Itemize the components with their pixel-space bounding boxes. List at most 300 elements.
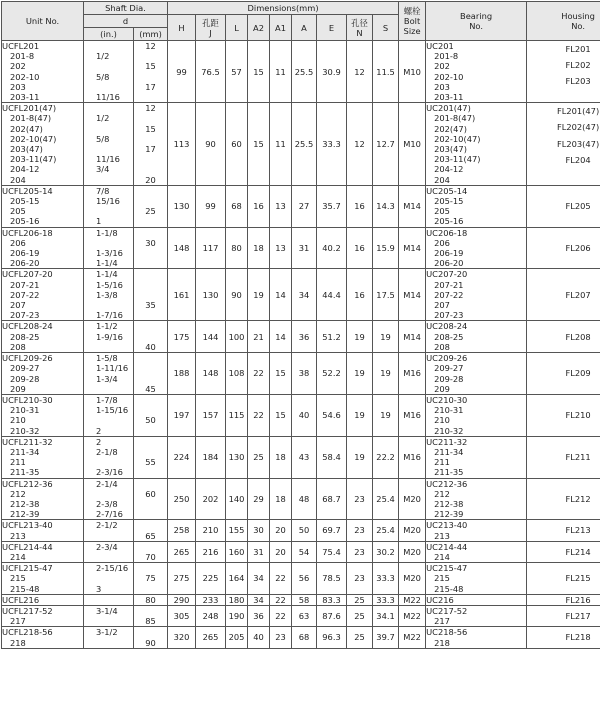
unit-no-cell xyxy=(2,605,84,626)
shaft-mm-cell xyxy=(134,227,168,269)
shaft-in-header: (in.) xyxy=(84,28,134,41)
a2-cell: 15 xyxy=(248,41,270,103)
s-cell: 19 xyxy=(373,321,399,353)
a1-cell: 18 xyxy=(270,478,292,520)
unit-no-cell-line: 214 xyxy=(2,552,83,562)
bearing-no-cell-line: 210 xyxy=(426,415,526,425)
housing-no-cell-line: FL202(47) xyxy=(527,119,600,135)
shaft-mm-cell-line xyxy=(134,332,167,342)
shaft-inch-cell xyxy=(84,185,134,227)
shaft-mm-cell-line: 40 xyxy=(134,342,167,352)
table-row xyxy=(2,520,600,541)
bearing-no-cell xyxy=(426,605,527,626)
s-cell: 34.1 xyxy=(373,605,399,626)
n-cell: 25 xyxy=(347,594,373,605)
housing-no-cell-line: FL214 xyxy=(527,547,600,557)
shaft-mm-cell-line: 85 xyxy=(134,616,167,626)
shaft-mm-cell-line: 80 xyxy=(134,595,167,605)
unit-no-cell-line: UCFL205-14 xyxy=(2,186,83,196)
unit-no-cell-line: 204 xyxy=(2,175,83,185)
unit-no-cell-line: 212 xyxy=(2,489,83,499)
shaft-inch-cell-line: 2-3/8 xyxy=(96,499,133,509)
shaft-mm-cell-line: 55 xyxy=(134,457,167,467)
bearing-no-cell-line: 203 xyxy=(426,82,526,92)
unit-no-cell-line: 203(47) xyxy=(2,144,83,154)
bearing-no-cell-line: 207 xyxy=(426,300,526,310)
unit-no-cell-line: 215-48 xyxy=(2,584,83,594)
housing-no-cell xyxy=(527,605,600,626)
bearing-no-cell-line: 211-34 xyxy=(426,447,526,457)
shaft-mm-header: (mm) xyxy=(134,28,168,41)
unit-no-cell-line: 218 xyxy=(2,638,83,648)
shaft-inch-cell-line: 1-7/8 xyxy=(96,395,133,405)
housing-no-cell xyxy=(527,103,600,186)
unit-no-cell-line: 204-12 xyxy=(2,164,83,174)
a2-header: A2 xyxy=(248,15,270,41)
shaft-mm-cell-line: 30 xyxy=(134,238,167,248)
housing-no-cell-line: FL210 xyxy=(527,410,600,420)
a2-cell: 40 xyxy=(248,627,270,648)
bolt-cell: M22 xyxy=(399,594,426,605)
h-cell: 197 xyxy=(168,394,196,436)
unit-no-cell-line: 217 xyxy=(2,616,83,626)
housing-no-cell-line: FL216 xyxy=(527,595,600,605)
bolt-cell: M14 xyxy=(399,185,426,227)
bearing-no-cell-line: 209 xyxy=(426,384,526,394)
unit-no-cell-line: 215 xyxy=(2,573,83,583)
unit-no-cell-line: 206-20 xyxy=(2,258,83,268)
shaft-inch-cell-line: 2-1/8 xyxy=(96,447,133,457)
a1-cell: 14 xyxy=(270,269,292,321)
shaft-mm-cell-line: 15 xyxy=(134,61,167,71)
bearing-no-cell xyxy=(426,103,527,186)
unit-no-cell xyxy=(2,103,84,186)
a2-cell: 22 xyxy=(248,394,270,436)
housing-no-cell-line: FL206 xyxy=(527,243,600,253)
a1-cell: 15 xyxy=(270,353,292,395)
a1-cell: 13 xyxy=(270,227,292,269)
a1-cell: 20 xyxy=(270,520,292,541)
n-cell: 19 xyxy=(347,436,373,478)
a-cell: 48 xyxy=(292,478,317,520)
s-cell: 25.4 xyxy=(373,520,399,541)
bearing-no-cell xyxy=(426,478,527,520)
shaft-mm-cell-line xyxy=(134,447,167,457)
unit-no-cell xyxy=(2,627,84,648)
unit-no-cell-line: 201-8(47) xyxy=(2,113,83,123)
housing-no-cell-line: FL211 xyxy=(527,452,600,462)
shaft-inch-cell-line: 2-7/16 xyxy=(96,509,133,519)
shaft-mm-cell xyxy=(134,185,168,227)
unit-no-cell xyxy=(2,321,84,353)
shaft-inch-cell-line: 1-1/4 xyxy=(96,269,133,279)
a-header: A xyxy=(292,15,317,41)
bearing-no-cell-line: UC201(47) xyxy=(426,103,526,113)
table-row xyxy=(2,541,600,562)
housing-no-cell-line: FL203(47) xyxy=(527,136,600,152)
shaft-inch-cell-line: 1-3/16 xyxy=(96,248,133,258)
unit-no-cell-line: 202 xyxy=(2,61,83,71)
table-row xyxy=(2,185,600,227)
bearing-no-cell-line: UC213-40 xyxy=(426,520,526,530)
shaft-mm-cell-line xyxy=(134,467,167,477)
n-cell: 16 xyxy=(347,269,373,321)
unit-no-cell xyxy=(2,185,84,227)
bearing-no-cell-line: 211 xyxy=(426,457,526,467)
unit-no-cell-line: 205-15 xyxy=(2,196,83,206)
bearing-no-cell-line: 205-15 xyxy=(426,196,526,206)
housing-no-cell-line: FL204 xyxy=(527,152,600,168)
bearing-no-cell-line: 205 xyxy=(426,206,526,216)
unit-no-cell-line: UCFL208-24 xyxy=(2,321,83,331)
housing-no-cell xyxy=(527,478,600,520)
bearing-no-cell-line: 212 xyxy=(426,489,526,499)
l-cell: 164 xyxy=(226,563,248,595)
j-cell: 210 xyxy=(196,520,226,541)
housing-no-cell-line: FL212 xyxy=(527,494,600,504)
shaft-mm-cell-line xyxy=(134,280,167,290)
bearing-no-cell-line: 206-19 xyxy=(426,248,526,258)
e-cell: 35.7 xyxy=(317,185,347,227)
shaft-inch-cell-line: 1-1/8 xyxy=(96,228,133,238)
shaft-inch-cell xyxy=(84,41,134,103)
n-cell: 23 xyxy=(347,478,373,520)
bearing-no-cell xyxy=(426,436,527,478)
shaft-mm-cell-line xyxy=(134,395,167,405)
j-cell: 265 xyxy=(196,627,226,648)
a2-cell: 34 xyxy=(248,563,270,595)
l-cell: 100 xyxy=(226,321,248,353)
j-cell: 216 xyxy=(196,541,226,562)
h-cell: 250 xyxy=(168,478,196,520)
unit-no-cell-line: 207-22 xyxy=(2,290,83,300)
unit-no-cell-line: UCFL216 xyxy=(2,595,83,605)
h-cell: 290 xyxy=(168,594,196,605)
l-cell: 68 xyxy=(226,185,248,227)
shaft-mm-cell-line: 15 xyxy=(134,124,167,134)
j-cell: 99 xyxy=(196,185,226,227)
shaft-mm-cell-line xyxy=(134,542,167,552)
shaft-inch-cell-line xyxy=(96,175,133,185)
shaft-mm-cell-line: 17 xyxy=(134,144,167,154)
table-header xyxy=(2,2,600,41)
shaft-inch-cell-line xyxy=(96,638,133,648)
bearing-no-cell-line: UC201 xyxy=(426,41,526,51)
bearing-no-cell-line: 210-32 xyxy=(426,426,526,436)
unit-no-cell-line: 207-23 xyxy=(2,310,83,320)
housing-no-cell xyxy=(527,541,600,562)
housing-no-cell-line: FL209 xyxy=(527,368,600,378)
shaft-inch-cell-line: 1-15/16 xyxy=(96,405,133,415)
j-cell: 117 xyxy=(196,227,226,269)
h-cell: 224 xyxy=(168,436,196,478)
shaft-mm-cell-line xyxy=(134,164,167,174)
e-cell: 54.6 xyxy=(317,394,347,436)
bearing-no-cell-line: 207-21 xyxy=(426,280,526,290)
shaft-inch-cell-line xyxy=(96,124,133,134)
bearing-no-cell xyxy=(426,227,527,269)
shaft-mm-cell-line xyxy=(134,134,167,144)
h-cell: 188 xyxy=(168,353,196,395)
shaft-mm-cell-line xyxy=(134,248,167,258)
table-body xyxy=(2,41,600,649)
unit-no-cell-line: 205 xyxy=(2,206,83,216)
unit-no-cell-line: 212-39 xyxy=(2,509,83,519)
shaft-inch-cell-line xyxy=(96,595,133,605)
s-cell: 33.3 xyxy=(373,563,399,595)
shaft-mm-cell-line: 70 xyxy=(134,552,167,562)
dimensions-header: Dimensions(mm) xyxy=(168,2,399,15)
shaft-mm-cell-line: 65 xyxy=(134,531,167,541)
bearing-no-cell xyxy=(426,541,527,562)
shaft-inch-cell xyxy=(84,594,134,605)
unit-no-cell-line: 208-25 xyxy=(2,332,83,342)
bearing-no-cell xyxy=(426,394,527,436)
shaft-inch-cell-line xyxy=(96,573,133,583)
shaft-mm-cell-line xyxy=(134,269,167,279)
l-cell: 160 xyxy=(226,541,248,562)
a1-cell: 13 xyxy=(270,185,292,227)
bolt-cell: M20 xyxy=(399,541,426,562)
shaft-mm-cell-line: 75 xyxy=(134,573,167,583)
bearing-no-cell-line: 212-38 xyxy=(426,499,526,509)
shaft-mm-cell-line: 25 xyxy=(134,206,167,216)
s-cell: 17.5 xyxy=(373,269,399,321)
a-cell: 36 xyxy=(292,321,317,353)
bearing-no-cell-line: 208-25 xyxy=(426,332,526,342)
a1-cell: 15 xyxy=(270,394,292,436)
shaft-mm-cell xyxy=(134,103,168,186)
shaft-mm-cell-line: 35 xyxy=(134,300,167,310)
shaft-inch-cell-line: 2-1/4 xyxy=(96,479,133,489)
shaft-inch-cell-line: 11/16 xyxy=(96,154,133,164)
shaft-inch-cell-line xyxy=(96,144,133,154)
a1-cell: 20 xyxy=(270,541,292,562)
shaft-inch-cell-line: 1-3/4 xyxy=(96,374,133,384)
housing-no-cell xyxy=(527,185,600,227)
bearing-no-cell xyxy=(426,269,527,321)
bearing-no-cell xyxy=(426,627,527,648)
h-cell: 161 xyxy=(168,269,196,321)
bearing-no-cell-line: UC209-26 xyxy=(426,353,526,363)
shaft-mm-cell xyxy=(134,478,168,520)
unit-no-cell-line: 209 xyxy=(2,384,83,394)
s-cell: 25.4 xyxy=(373,478,399,520)
shaft-inch-cell-line: 1-5/8 xyxy=(96,353,133,363)
j-cell: 144 xyxy=(196,321,226,353)
shaft-inch-cell-line xyxy=(96,616,133,626)
housing-no-cell-line: FL201(47) xyxy=(527,103,600,119)
h-cell: 275 xyxy=(168,563,196,595)
bearing-no-cell-line: 205-16 xyxy=(426,216,526,226)
unit-no-cell-line: 203-11 xyxy=(2,92,83,102)
a1-cell: 18 xyxy=(270,436,292,478)
shaft-mm-cell-line xyxy=(134,186,167,196)
e-cell: 33.3 xyxy=(317,103,347,186)
bearing-no-cell-line: UC214-44 xyxy=(426,542,526,552)
shaft-inch-cell-line: 2-3/16 xyxy=(96,467,133,477)
l-cell: 180 xyxy=(226,594,248,605)
n-cell: 12 xyxy=(347,103,373,186)
housing-no-cell-line: FL213 xyxy=(527,525,600,535)
a-cell: 50 xyxy=(292,520,317,541)
housing-no-cell xyxy=(527,394,600,436)
unit-no-cell xyxy=(2,269,84,321)
a-cell: 58 xyxy=(292,594,317,605)
shaft-mm-cell-line: 20 xyxy=(134,175,167,185)
bolt-cell: M20 xyxy=(399,563,426,595)
housing-no-cell-line: FL205 xyxy=(527,201,600,211)
shaft-inch-cell-line: 3-1/2 xyxy=(96,627,133,637)
a1-cell: 14 xyxy=(270,321,292,353)
e-cell: 30.9 xyxy=(317,41,347,103)
unit-no-cell-line: 201-8 xyxy=(2,51,83,61)
s-cell: 30.2 xyxy=(373,541,399,562)
shaft-mm-cell-line xyxy=(134,154,167,164)
bolt-cell: M16 xyxy=(399,394,426,436)
shaft-mm-cell-line: 50 xyxy=(134,415,167,425)
shaft-inch-cell xyxy=(84,269,134,321)
a-cell: 63 xyxy=(292,605,317,626)
unit-no-cell-line: 207-21 xyxy=(2,280,83,290)
unit-no-cell xyxy=(2,227,84,269)
shaft-inch-cell-line: 1-1/4 xyxy=(96,258,133,268)
shaft-mm-cell-line: 45 xyxy=(134,384,167,394)
a1-cell: 22 xyxy=(270,563,292,595)
bearing-no-cell xyxy=(426,520,527,541)
shaft-mm-cell xyxy=(134,321,168,353)
housing-no-cell xyxy=(527,436,600,478)
shaft-inch-cell-line xyxy=(96,206,133,216)
table-row xyxy=(2,563,600,595)
h-cell: 175 xyxy=(168,321,196,353)
e-cell: 58.4 xyxy=(317,436,347,478)
bearing-no-cell-line: 202 xyxy=(426,61,526,71)
bearing-no-cell-line: 203-11 xyxy=(426,92,526,102)
shaft-mm-cell-line xyxy=(134,437,167,447)
unit-no-cell xyxy=(2,520,84,541)
housing-no-cell-line: FL202 xyxy=(527,57,600,73)
shaft-inch-cell-line: 1 xyxy=(96,216,133,226)
h-cell: 130 xyxy=(168,185,196,227)
l-cell: 90 xyxy=(226,269,248,321)
housing-no-cell xyxy=(527,627,600,648)
bearing-no-cell-line: UC207-20 xyxy=(426,269,526,279)
bearing-no-cell-line: 204 xyxy=(426,175,526,185)
s-cell: 11.5 xyxy=(373,41,399,103)
unit-no-cell-line: UCFL210-30 xyxy=(2,395,83,405)
bolt-size-header: 螺栓 Bolt Size xyxy=(399,2,426,41)
unit-no-cell xyxy=(2,478,84,520)
bolt-cell: M20 xyxy=(399,520,426,541)
bearing-no-cell-line: UC215-47 xyxy=(426,563,526,573)
a2-cell: 18 xyxy=(248,227,270,269)
bearing-no-cell-line: UC212-36 xyxy=(426,479,526,489)
shaft-mm-cell xyxy=(134,605,168,626)
unit-no-cell xyxy=(2,563,84,595)
unit-no-cell-line: 210-31 xyxy=(2,405,83,415)
shaft-inch-cell-line: 5/8 xyxy=(96,72,133,82)
bearing-no-cell-line: 209-27 xyxy=(426,363,526,373)
bearing-no-cell xyxy=(426,353,527,395)
shaft-inch-cell-line xyxy=(96,415,133,425)
shaft-mm-cell-line xyxy=(134,216,167,226)
n-cell: 25 xyxy=(347,627,373,648)
shaft-inch-cell xyxy=(84,353,134,395)
shaft-inch-cell-line: 2-1/2 xyxy=(96,520,133,530)
bearing-no-cell-line: UC206-18 xyxy=(426,228,526,238)
h-cell: 113 xyxy=(168,103,196,186)
a2-cell: 31 xyxy=(248,541,270,562)
bearing-no-cell-line: 215-48 xyxy=(426,584,526,594)
shaft-inch-cell xyxy=(84,321,134,353)
unit-no-cell xyxy=(2,541,84,562)
unit-no-cell xyxy=(2,353,84,395)
h-cell: 258 xyxy=(168,520,196,541)
table-row xyxy=(2,594,600,605)
shaft-mm-cell-line xyxy=(134,92,167,102)
shaft-inch-cell xyxy=(84,436,134,478)
l-header: L xyxy=(226,15,248,41)
bolt-cell: M16 xyxy=(399,436,426,478)
n-cell: 16 xyxy=(347,185,373,227)
bearing-no-cell-line: 201-8 xyxy=(426,51,526,61)
shaft-mm-cell-line xyxy=(134,113,167,123)
bearing-no-cell-line: 202(47) xyxy=(426,124,526,134)
specification-table xyxy=(1,1,600,649)
housing-no-cell-line: FL208 xyxy=(527,332,600,342)
n-cell: 16 xyxy=(347,227,373,269)
shaft-mm-cell xyxy=(134,541,168,562)
housing-no-cell-line: FL215 xyxy=(527,573,600,583)
bearing-no-cell-line: UC205-14 xyxy=(426,186,526,196)
bearing-no-cell-line: 218 xyxy=(426,638,526,648)
table-row xyxy=(2,103,600,186)
shaft-mm-cell-line xyxy=(134,353,167,363)
shaft-inch-cell xyxy=(84,103,134,186)
bearing-no-cell-line: 206-20 xyxy=(426,258,526,268)
l-cell: 80 xyxy=(226,227,248,269)
bolt-cell: M10 xyxy=(399,41,426,103)
housing-no-cell-line: FL218 xyxy=(527,632,600,642)
l-cell: 190 xyxy=(226,605,248,626)
e-cell: 83.3 xyxy=(317,594,347,605)
bearing-no-cell-line: 201-8(47) xyxy=(426,113,526,123)
a1-cell: 11 xyxy=(270,103,292,186)
unit-no-cell-line: 205-16 xyxy=(2,216,83,226)
shaft-mm-cell xyxy=(134,394,168,436)
j-cell: 233 xyxy=(196,594,226,605)
housing-no-cell-line: FL217 xyxy=(527,611,600,621)
bearing-no-cell-line: 203(47) xyxy=(426,144,526,154)
shaft-mm-cell-line: 90 xyxy=(134,638,167,648)
table-row xyxy=(2,227,600,269)
j-cell: 157 xyxy=(196,394,226,436)
unit-no-cell-line: 203 xyxy=(2,82,83,92)
s-cell: 19 xyxy=(373,394,399,436)
shaft-inch-cell-line xyxy=(96,82,133,92)
shaft-mm-cell xyxy=(134,563,168,595)
shaft-d-header: d xyxy=(84,15,168,28)
bearing-no-cell-line: UC217-52 xyxy=(426,606,526,616)
shaft-inch-cell-line: 1/2 xyxy=(96,113,133,123)
bearing-no-cell xyxy=(426,321,527,353)
a2-cell: 19 xyxy=(248,269,270,321)
shaft-mm-cell xyxy=(134,520,168,541)
unit-no-cell-line: 207 xyxy=(2,300,83,310)
table-row xyxy=(2,478,600,520)
shaft-inch-cell-line xyxy=(96,238,133,248)
